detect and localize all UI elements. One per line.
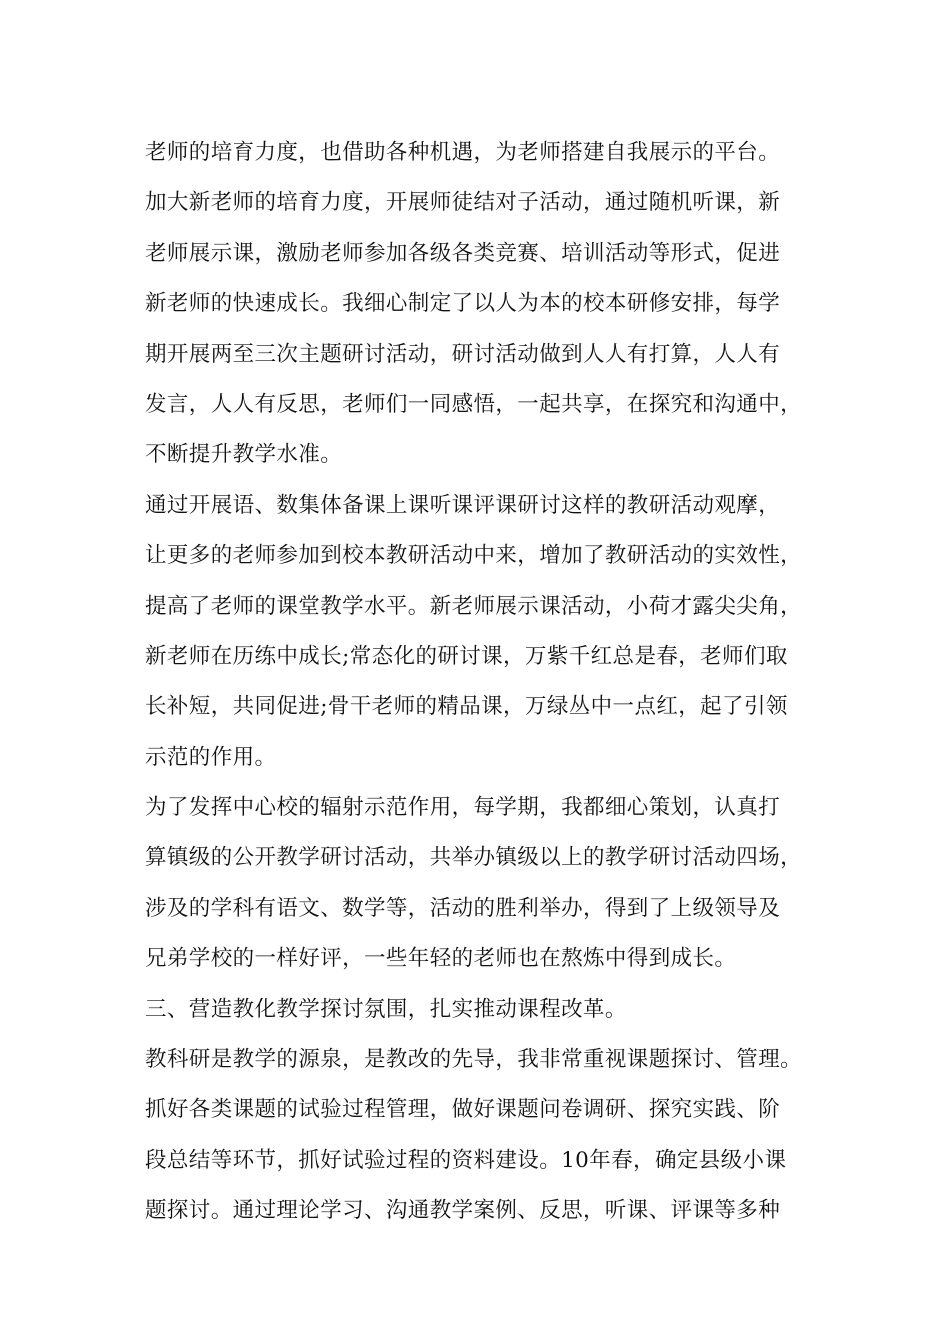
text-line: 不断提升教学水准。 (145, 442, 343, 468)
text-line: 让更多的老师参加到校本教研活动中来，增加了教研活动的实效性， (145, 543, 803, 569)
text-line: 算镇级的公开教学研讨活动，共举办镇级以上的教学研讨活动四场， (145, 845, 803, 871)
text-line: 为了发挥中心校的辐射示范作用，每学期，我都细心策划，认真打 (145, 795, 781, 821)
text-line: 老师展示课，激励老师参加各级各类竞赛、培训活动等形式，促进 (145, 240, 781, 266)
text-line: 长补短，共同促进;骨干老师的精品课，万绿丛中一点红，起了引领 (145, 694, 788, 720)
text-line: 示范的作用。 (145, 744, 277, 770)
text-line: 通过开展语、数集体备课上课听课评课研讨这样的教研活动观摩， (145, 492, 781, 518)
text-line: 段总结等环节，抓好试验过程的资料建设。10年春，确定县级小课 (145, 1147, 787, 1173)
text-line: 抓好各类课题的试验过程管理，做好课题问卷调研、探究实践、阶 (145, 1097, 781, 1123)
document-body (145, 128, 835, 1237)
text-line: 涉及的学科有语文、数学等，活动的胜利举办，得到了上级领导及 (145, 895, 781, 921)
text-line: 教科研是教学的源泉，是教改的先导，我非常重视课题探讨、管理。 (145, 1047, 803, 1073)
text-line: 兄弟学校的一样好评，一些年轻的老师也在熬炼中得到成长。 (145, 946, 737, 972)
text-line: 发言，人人有反思，老师们一同感悟，一起共享，在探究和沟通中， (145, 391, 803, 417)
text-line: 题探讨。通过理论学习、沟通教学案例、反思，听课、评课等多种 (145, 1198, 781, 1224)
text-line: 新老师在历练中成长;常态化的研讨课，万紫千红总是春，老师们取 (145, 643, 788, 669)
section-heading: 三、营造教化教学探讨氛围，扎实推动课程改革。 (145, 996, 627, 1022)
text-line: 提高了老师的课堂教学水平。新老师展示课活动，小荷才露尖尖角， (145, 593, 803, 619)
text-line: 老师的培育力度，也借助各种机遇，为老师搭建自我展示的平台。 (145, 140, 781, 165)
text-line: 期开展两至三次主题研讨活动，研讨活动做到人人有打算，人人有 (145, 341, 781, 367)
text-line: 加大新老师的培育力度，开展师徒结对子活动，通过随机听课，新 (145, 190, 781, 216)
text-line: 新老师的快速成长。我细心制定了以人为本的校本研修安排，每学 (145, 291, 781, 317)
